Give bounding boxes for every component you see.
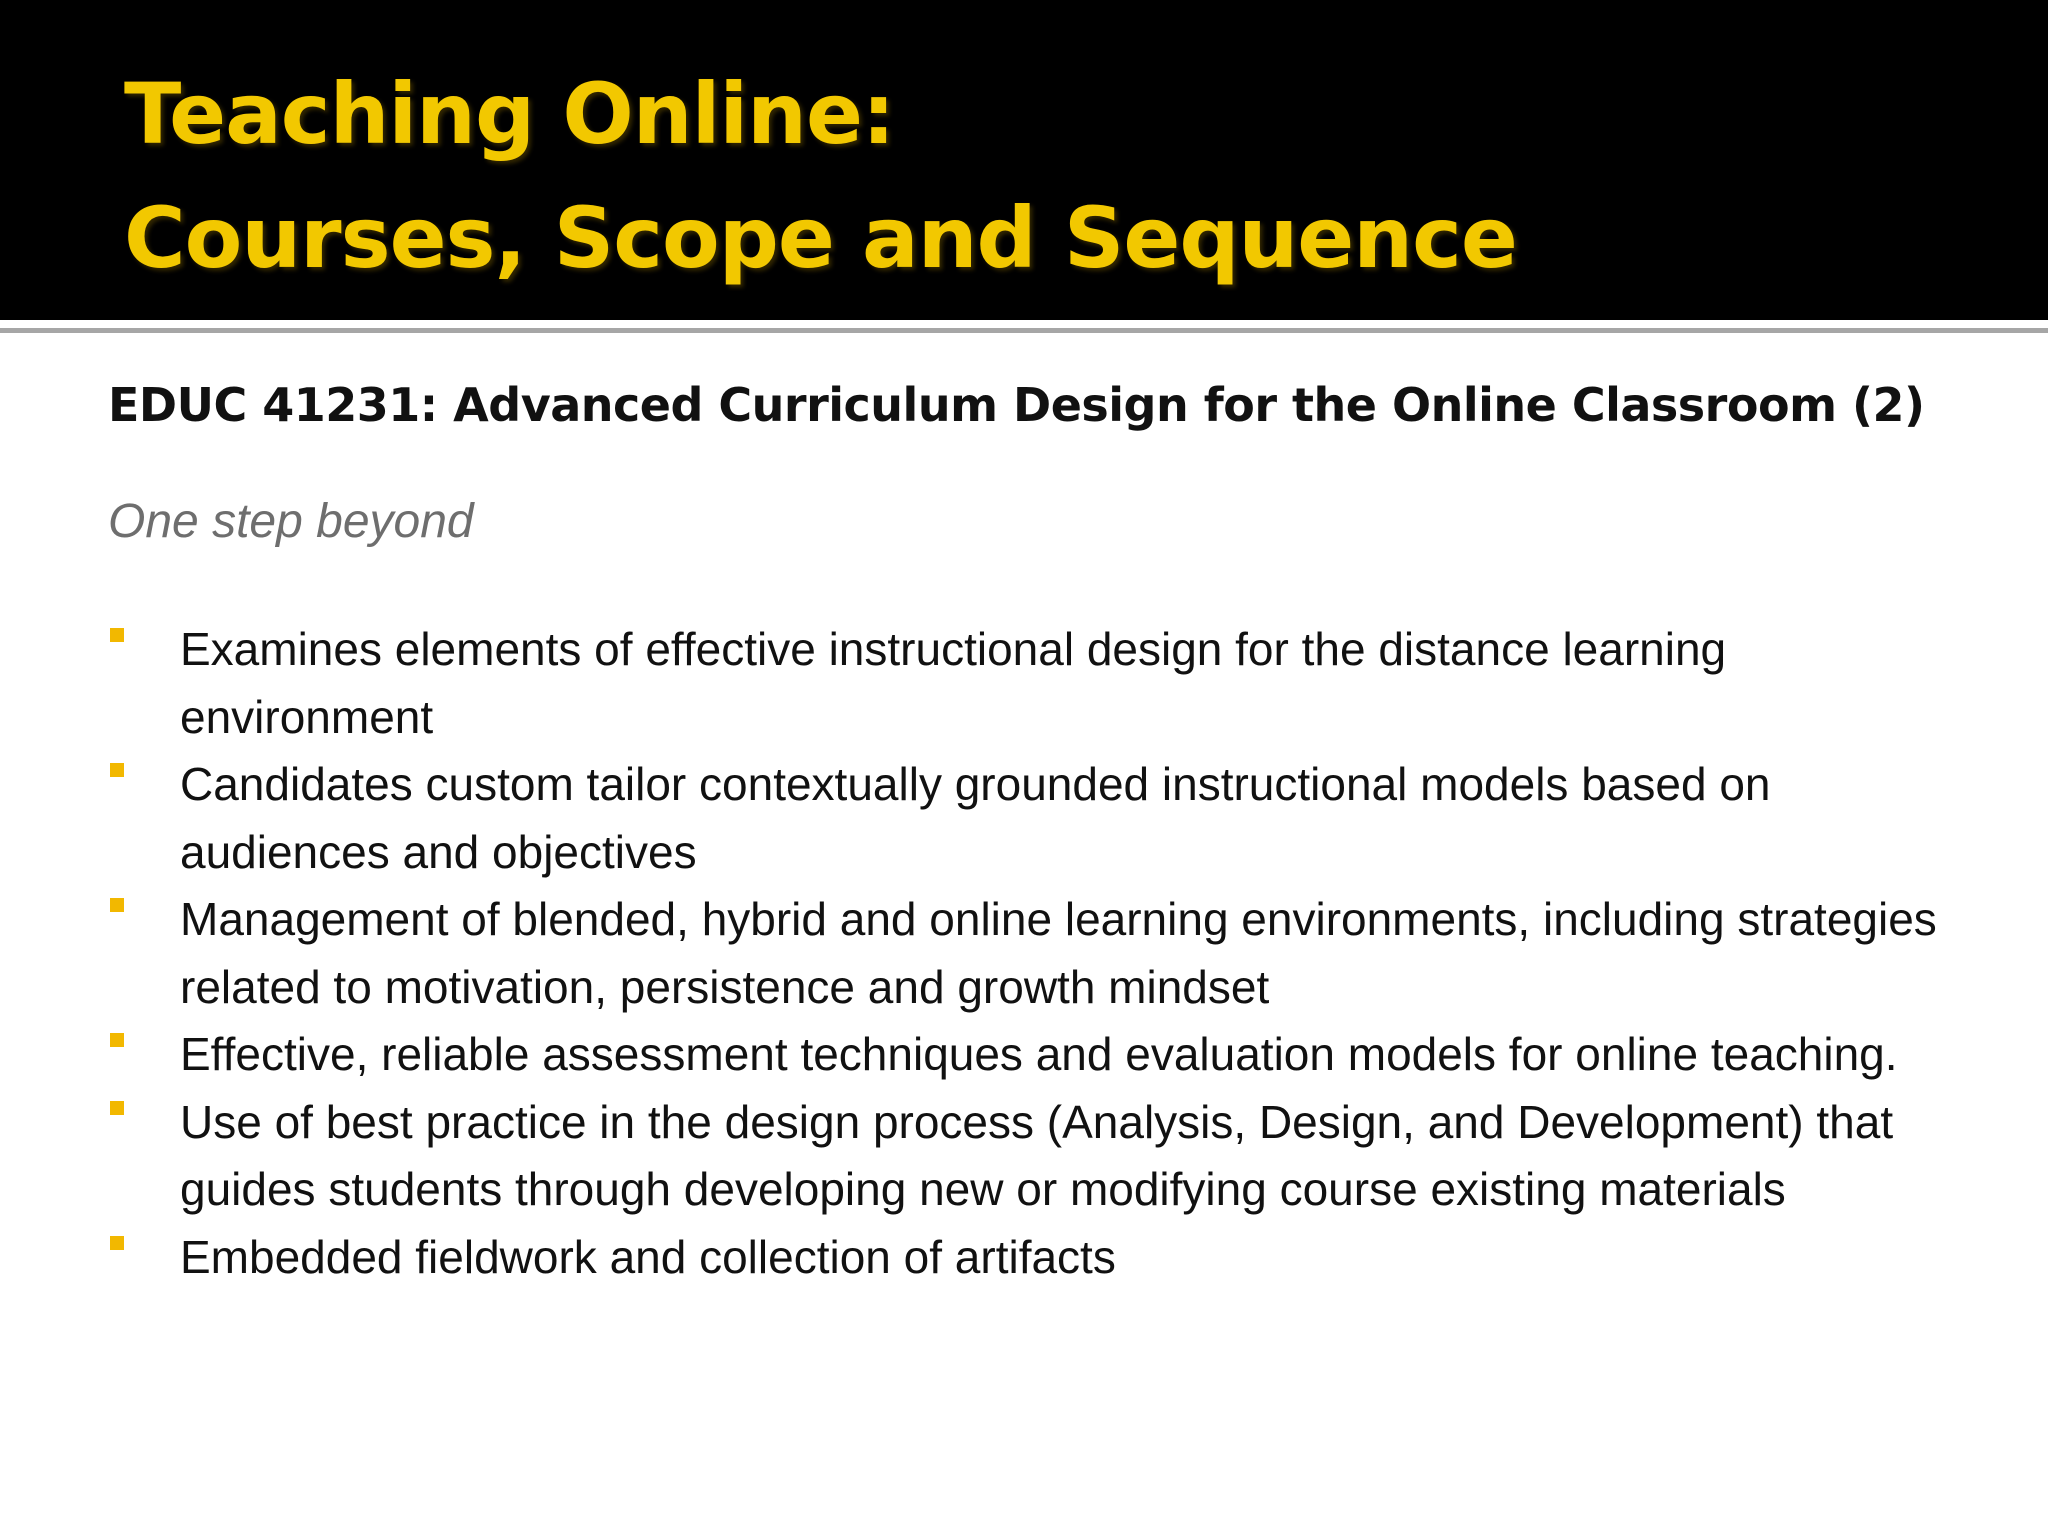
bullet-item xyxy=(108,616,1948,751)
bullet-text: Candidates custom tailor contextually grounded instructional models based on audiences and objectives xyxy=(180,758,1771,878)
square-bullet-icon xyxy=(110,1236,124,1250)
bullet-text: Embedded fieldwork and collection of artifacts xyxy=(180,1230,1116,1283)
bullet-item xyxy=(108,1224,1948,1292)
course-heading: EDUC 41231: Advanced Curriculum Design for the Online Classroom (2) xyxy=(108,378,1925,432)
bullet-text: Examines elements of effective instructional design for the distance learning environment xyxy=(180,623,1727,743)
bullet-text: Use of best practice in the design process (Analysis, Design, and Development) that guides students through developing new or modifying course existing materials xyxy=(180,1095,1894,1215)
divider-gap xyxy=(0,320,2048,328)
bullet-item xyxy=(108,886,1948,1021)
slide-title-line-1: Teaching Online: xyxy=(124,65,895,163)
bullet-text: Effective, reliable assessment techniques and evaluation models for online teaching. xyxy=(180,1028,1898,1080)
square-bullet-icon xyxy=(110,1033,124,1047)
square-bullet-icon xyxy=(110,628,124,642)
square-bullet-icon xyxy=(110,898,124,912)
bullet-item xyxy=(108,751,1948,886)
divider-rule xyxy=(0,328,2048,333)
square-bullet-icon xyxy=(110,763,124,777)
bullet-item xyxy=(108,1089,1948,1224)
square-bullet-icon xyxy=(110,1101,124,1115)
bullet-item xyxy=(108,1021,1948,1089)
title-band xyxy=(0,0,2048,320)
subtitle: One step beyond xyxy=(108,495,474,548)
slide-title-line-2: Courses, Scope and Sequence xyxy=(124,189,1517,287)
bullet-text: Management of blended, hybrid and online learning environments, including strategies related to motivation, persistence and growth mindset xyxy=(180,893,1937,1013)
bullet-list xyxy=(108,616,1948,1291)
